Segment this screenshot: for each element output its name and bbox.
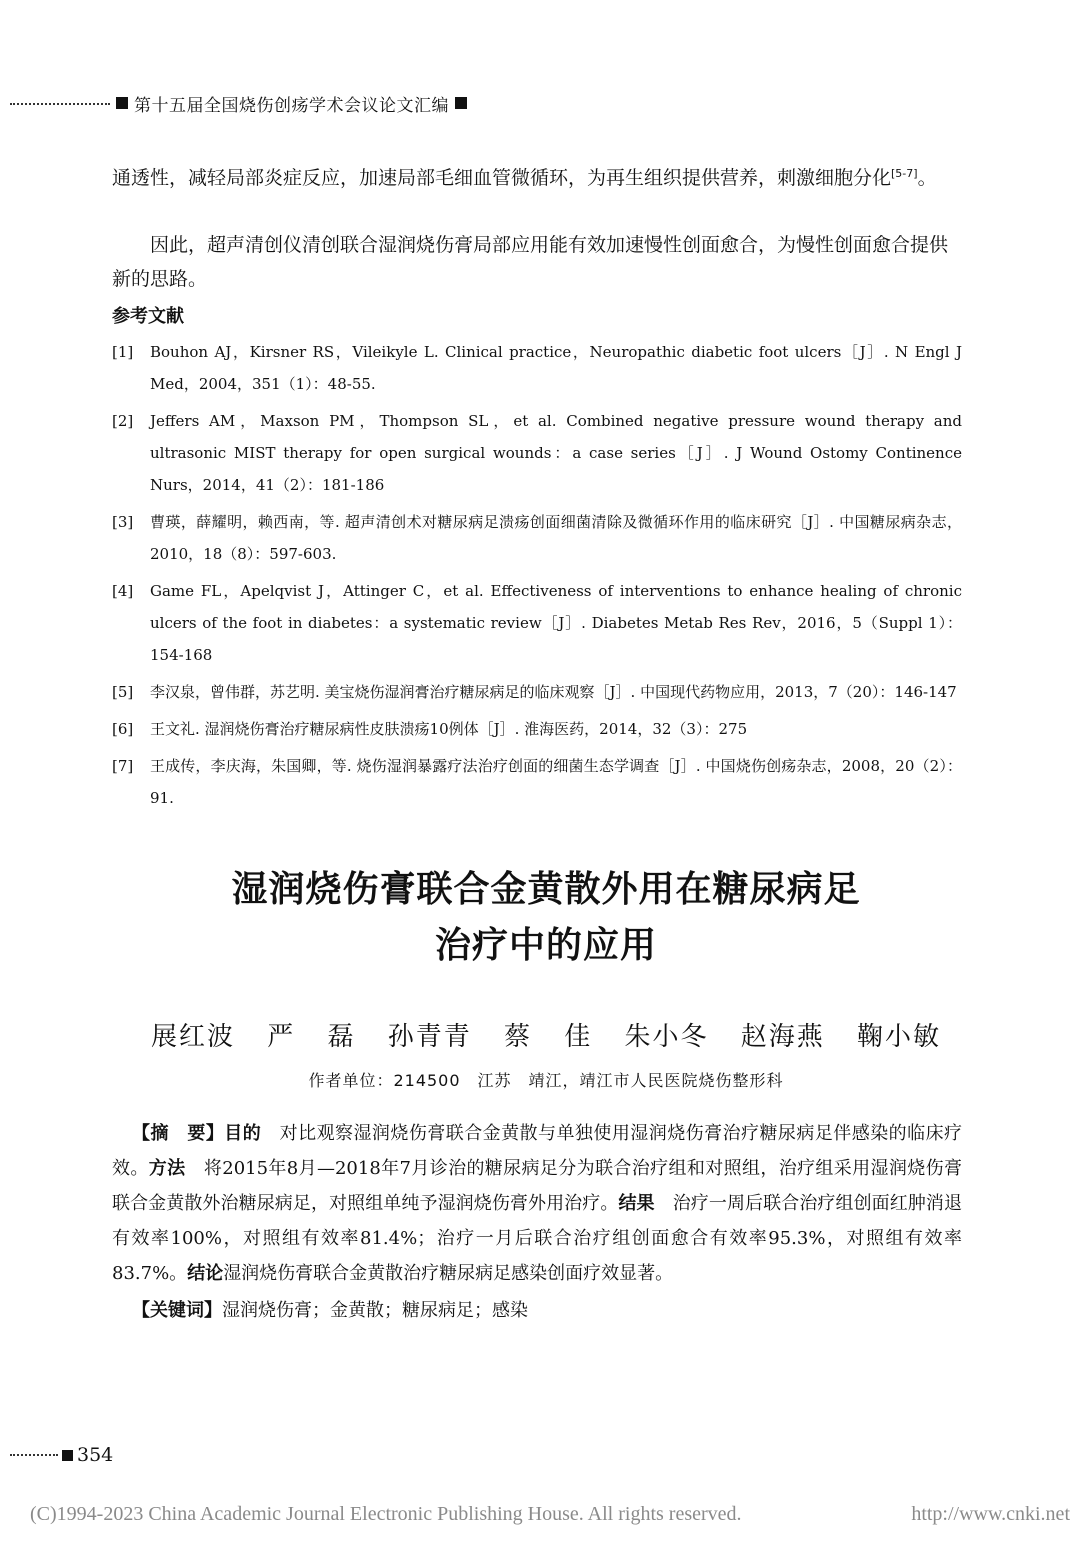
reference-text: 李汉泉，曾伟群，苏艺明. 美宝烧伤湿润膏治疗糖尿病足的临床观察［J］. 中国现代药物应用，2013，7（20）：146-147 — [150, 683, 957, 701]
page-number: 354 — [77, 1444, 114, 1466]
abstract-conclusion-label: 结论 — [187, 1263, 224, 1284]
intro-paragraph-1-end: 。 — [917, 167, 937, 189]
reference-list — [112, 336, 962, 819]
running-header — [10, 88, 570, 118]
abstract-label: 【摘 要】 — [132, 1123, 225, 1144]
reference-text: 曹瑛，薛耀明，赖西南，等. 超声清创术对糖尿病足溃疡创面细菌清除及微循环作用的临床研究［J］. 中国糖尿病杂志，2010，18（8）：597-603. — [150, 513, 962, 563]
square-bullet-icon — [455, 97, 467, 109]
author-list: 展红波 严 磊 孙青青 蔡 佳 朱小冬 赵海燕 鞠小敏 — [150, 1022, 942, 1052]
keywords-line — [112, 1293, 962, 1328]
author-affiliation: 作者单位：214500 江苏 靖江，靖江市人民医院烧伤整形科 — [308, 1071, 784, 1090]
reference-item — [112, 336, 962, 400]
reference-text: Game FL，Apelqvist J，Attinger C，et al. Effectiveness of interventions to enhance healing of chronic ulcers of the foot in diabetes：a systematic review［J］. Diabetes Metab Res Rev，2016，5（Suppl 1）：154-168 — [150, 582, 962, 664]
intro-paragraph-1-text: 通透性，减轻局部炎症反应，加速局部毛细血管微循环，为再生组织提供营养，刺激细胞分化 — [112, 167, 892, 189]
article-title-line-2: 治疗中的应用 — [434, 925, 657, 966]
reference-number: [6] — [112, 720, 134, 738]
cnki-url: http://www.cnki.net — [911, 1503, 1070, 1525]
reference-item — [112, 676, 962, 708]
abstract-conclusion: 湿润烧伤膏联合金黄散治疗糖尿病足感染创面疗效显著。 — [223, 1263, 674, 1284]
page-footer — [10, 1444, 113, 1466]
abstract-purpose: 对比观察湿润烧伤膏联合金黄散与单独使用湿润烧伤膏治疗糖尿病足伴感染的临床疗效。 — [112, 1123, 963, 1179]
footer-dotted-rule — [10, 1454, 58, 1456]
reference-item — [112, 506, 962, 570]
copyright-notice — [30, 1503, 1070, 1526]
header-dotted-rule — [10, 103, 110, 105]
references-heading: 参考文献 — [112, 306, 184, 327]
reference-item — [112, 575, 962, 671]
intro-paragraph-1 — [112, 157, 962, 195]
reference-item — [112, 750, 962, 814]
reference-text: Bouhon AJ，Kirsner RS，Vileikyle L. Clinical practice，Neuropathic diabetic foot ulcers［J］. N Engl J Med，2004，351（1）：48-55. — [150, 343, 962, 393]
article-title-line-1: 湿润烧伤膏联合金黄散外用在糖尿病足 — [231, 869, 861, 910]
abstract-result-label: 结果 — [618, 1193, 655, 1214]
citation-marker: [5-7] — [891, 167, 918, 180]
reference-number: [4] — [112, 582, 134, 600]
square-bullet-icon — [116, 97, 128, 109]
abstract — [112, 1116, 962, 1328]
keywords: 湿润烧伤膏；金黄散；糖尿病足；感染 — [222, 1300, 528, 1321]
keywords-label: 【关键词】 — [132, 1300, 222, 1321]
reference-text: 王成传，李庆海，朱国卿，等. 烧伤湿润暴露疗法治疗创面的细菌生态学调查［J］. 中国烧伤创疡杂志，2008，20（2）：91. — [150, 757, 962, 807]
abstract-method-label: 方法 — [148, 1158, 186, 1179]
reference-item — [112, 405, 962, 501]
abstract-body — [112, 1116, 962, 1291]
square-bullet-icon — [62, 1450, 73, 1461]
reference-number: [7] — [112, 757, 134, 775]
abstract-method: 将2015年8月—2018年7月诊治的糖尿病足分为联合治疗组和对照组，治疗组采用湿润烧伤膏联合金黄散外治糖尿病足，对照组单纯予湿润烧伤膏外用治疗。 — [112, 1158, 963, 1214]
reference-number: [3] — [112, 513, 134, 531]
abstract-purpose-label: 目的 — [224, 1123, 262, 1144]
header-title: 第十五届全国烧伤创疡学术会议论文汇编 — [134, 95, 449, 116]
copyright-text: (C)1994-2023 China Academic Journal Electronic Publishing House. All rights reserved. — [30, 1503, 742, 1525]
reference-item — [112, 713, 962, 745]
reference-text: 王文礼. 湿润烧伤膏治疗糖尿病性皮肤溃疡10例体［J］. 淮海医药，2014，32（3）：275 — [150, 720, 748, 738]
reference-number: [5] — [112, 683, 134, 701]
reference-number: [2] — [112, 412, 134, 430]
article-title — [0, 862, 1092, 974]
abstract-result: 治疗一周后联合治疗组创面红肿消退有效率100%，对照组有效率81.4%；治疗一月后联合治疗组创面愈合有效率95.3%，对照组有效率83.7%。 — [112, 1193, 963, 1284]
reference-number: [1] — [112, 343, 134, 361]
intro-paragraph-2: 因此，超声清创仪清创联合湿润烧伤膏局部应用能有效加速慢性创面愈合，为慢性创面愈合提供新的思路。 — [112, 234, 949, 290]
reference-text: Jeffers AM，Maxson PM，Thompson SL，et al. Combined negative pressure wound therapy and ultrasonic MIST therapy for open surgical wounds：a case series［J］. J Wound Ostomy Continence Nurs，2014，41（2）：181-186 — [150, 412, 962, 494]
